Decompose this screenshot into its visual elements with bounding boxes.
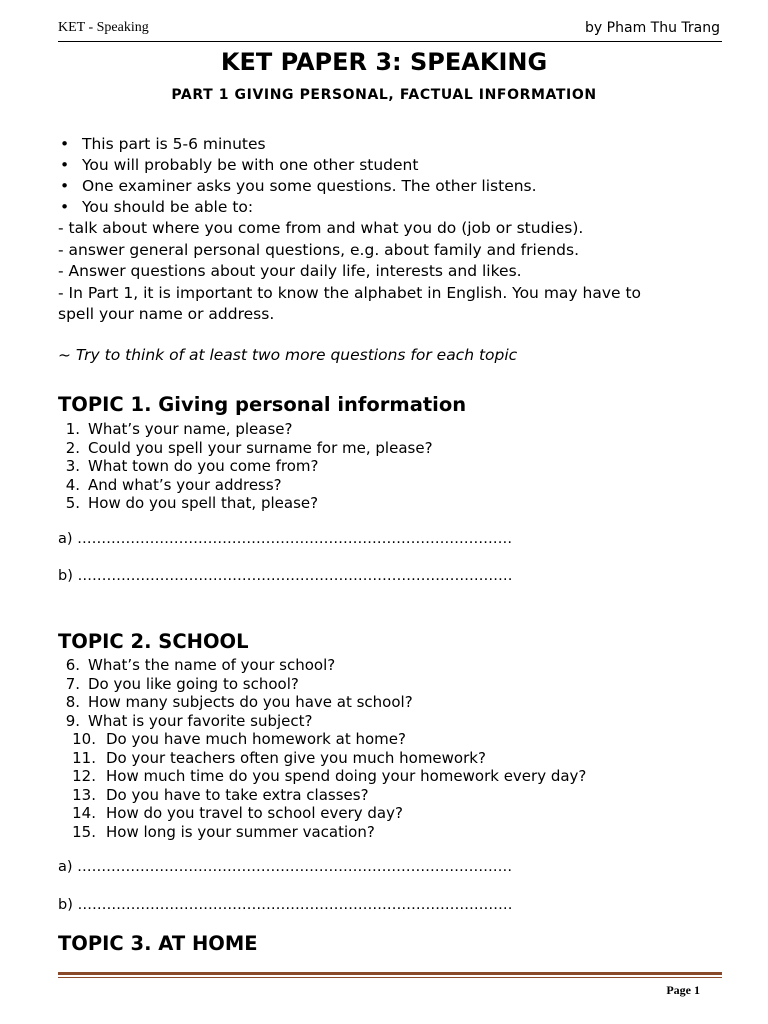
question-text: How many subjects do you have at school? [88, 693, 413, 711]
answer-line-a: a) ……………………………………………………………………………… [58, 531, 513, 547]
question-text: How do you spell that, please? [88, 494, 319, 512]
list-item: spell your name or address. [58, 305, 275, 323]
question-number: 6. [65, 656, 80, 674]
question-text: Do you have to take extra classes? [106, 786, 369, 804]
answer-line-a: a) ……………………………………………………………………………… [58, 859, 513, 875]
bullet-text: This part is 5-6 minutes [82, 135, 266, 153]
bullet-icon: • [60, 135, 70, 153]
question-text: And what’s your address? [88, 476, 282, 494]
question-number: 5. [65, 494, 80, 512]
question-number: 11. [72, 749, 96, 767]
list-item: - In Part 1, it is important to know the alphabet in English. You may have to [58, 284, 642, 302]
question-text: How do you travel to school every day? [106, 804, 403, 822]
question-number: 8. [65, 693, 80, 711]
tip-text: ~ Try to think of at least two more questions for each topic [58, 346, 518, 364]
list-item: - answer general personal questions, e.g. about family and friends. [58, 241, 580, 259]
page-number: Page 1 [666, 983, 700, 997]
question-text: Do you like going to school? [88, 675, 299, 693]
question-text: What town do you come from? [88, 457, 319, 475]
bullet-text: You should be able to: [82, 198, 254, 216]
question-text: Do your teachers often give you much homework? [106, 749, 486, 767]
question-number: 2. [65, 439, 80, 457]
question-text: Could you spell your surname for me, please? [88, 439, 433, 457]
answer-line-b: b) ……………………………………………………………………………… [58, 897, 513, 913]
answer-line-b: b) ……………………………………………………………………………… [58, 568, 513, 584]
bullet-text: One examiner asks you some questions. The other listens. [82, 177, 537, 195]
question-number: 13. [72, 786, 96, 804]
bullet-icon: • [60, 177, 70, 195]
question-text: How long is your summer vacation? [106, 823, 375, 841]
page-title: KET PAPER 3: SPEAKING [220, 48, 548, 76]
question-text: How much time do you spend doing your homework every day? [106, 767, 587, 785]
topic-3-heading: TOPIC 3. AT HOME [58, 932, 258, 955]
question-text: Do you have much homework at home? [106, 730, 406, 748]
question-number: 10. [72, 730, 96, 748]
question-text: What’s your name, please? [88, 420, 293, 438]
header-left: KET - Speaking [58, 20, 149, 35]
question-number: 15. [72, 823, 96, 841]
question-number: 3. [65, 457, 80, 475]
footer-divider-thin [58, 977, 722, 978]
header-right: by Pham Thu Trang [585, 20, 720, 36]
topic-1-heading: TOPIC 1. Giving personal information [58, 393, 467, 416]
question-number: 4. [65, 476, 80, 494]
bullet-text: You will probably be with one other student [82, 156, 419, 174]
topic-2-heading: TOPIC 2. SCHOOL [58, 630, 249, 653]
list-item: - talk about where you come from and what you do (job or studies). [58, 219, 584, 237]
page-subtitle: PART 1 GIVING PERSONAL, FACTUAL INFORMATION [171, 87, 597, 103]
bullet-icon: • [60, 198, 70, 216]
footer-divider [58, 972, 722, 975]
bullet-icon: • [60, 156, 70, 174]
list-item: - Answer questions about your daily life, interests and likes. [58, 262, 522, 280]
header-divider [58, 41, 722, 42]
question-number: 7. [65, 675, 80, 693]
question-number: 12. [72, 767, 96, 785]
question-number: 14. [72, 804, 96, 822]
question-text: What’s the name of your school? [88, 656, 336, 674]
question-number: 1. [65, 420, 80, 438]
question-text: What is your favorite subject? [88, 712, 313, 730]
question-number: 9. [65, 712, 80, 730]
